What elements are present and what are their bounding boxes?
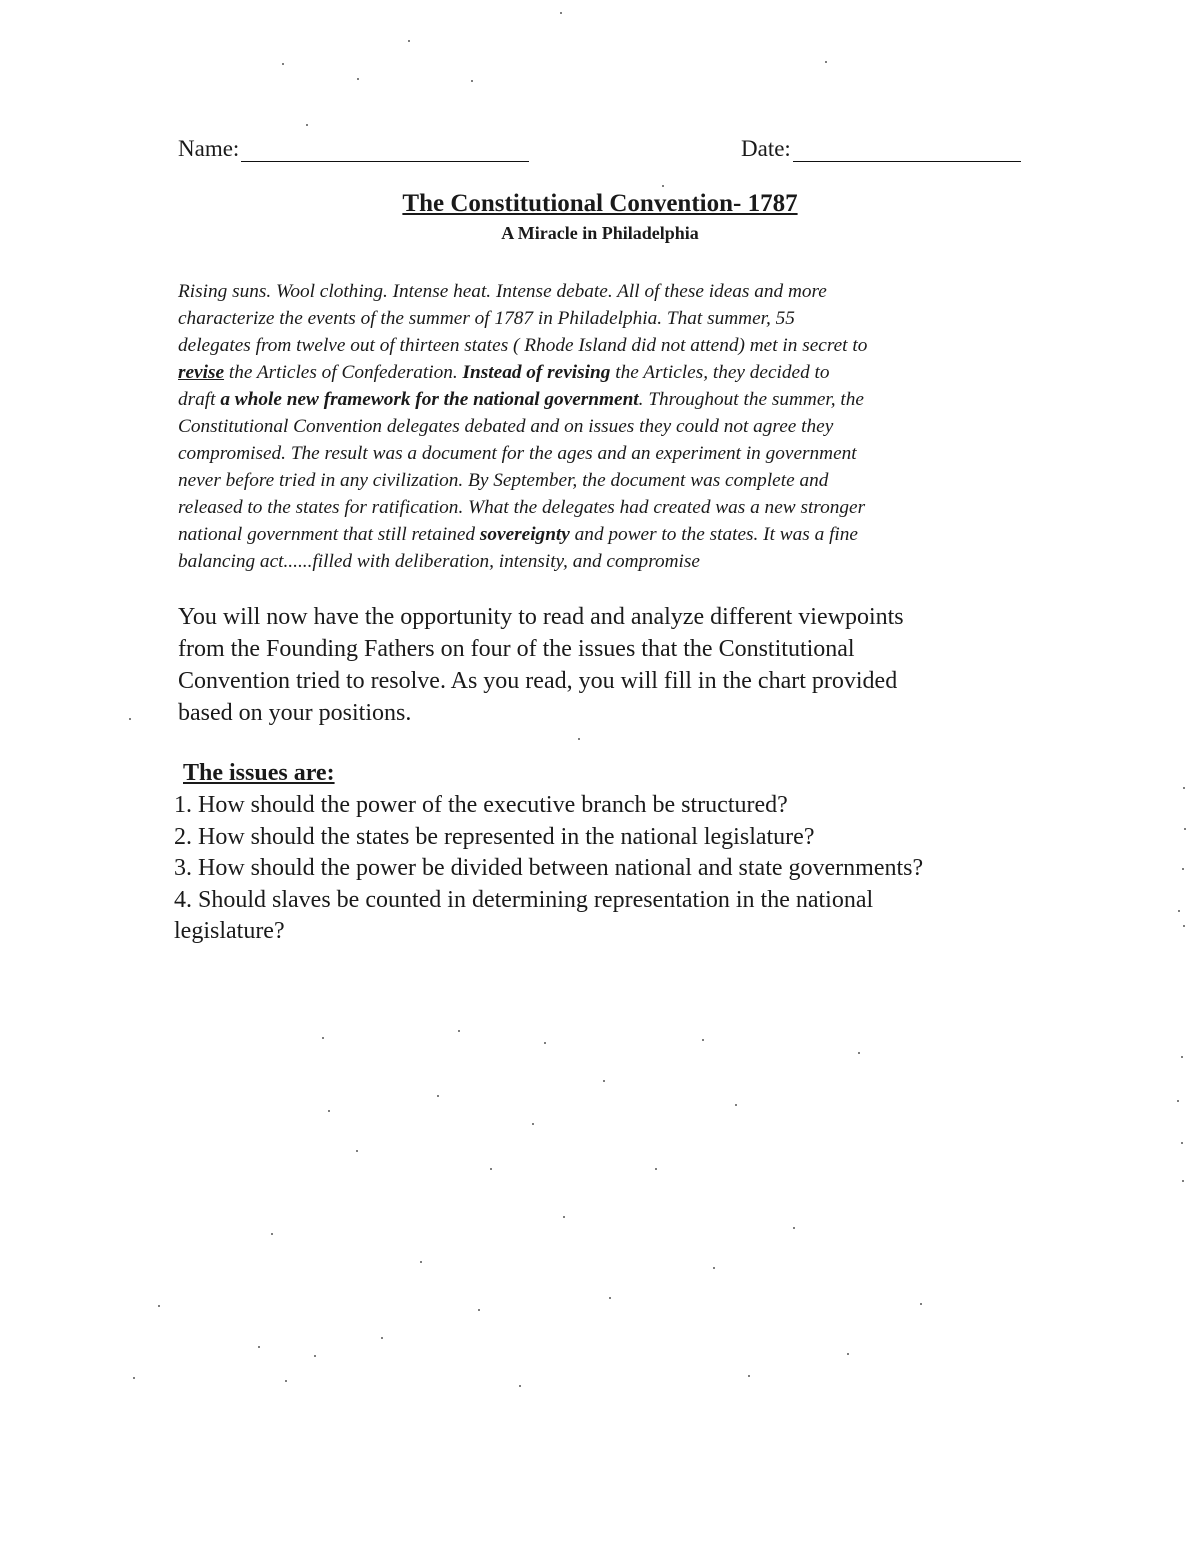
issue-item: 1. How should the power of the executive branch be structured? xyxy=(174,792,788,818)
intro-line: compromised. The result was a document for the ages and an experiment in government xyxy=(178,443,857,464)
intro-line: revise the Articles of Confederation. Instead of revising the Articles, they decided to xyxy=(178,362,830,383)
task-line: You will now have the opportunity to read and analyze different viewpoints xyxy=(178,604,904,630)
revise-word: revise xyxy=(178,362,225,383)
task-line: based on your positions. xyxy=(178,700,412,726)
intro-line: delegates from twelve out of thirteen states ( Rhode Island did not attend) met in secret to xyxy=(178,335,868,356)
issue-item: 4. Should slaves be counted in determining representation in the national xyxy=(174,886,874,913)
issue-item: 3. How should the power be divided between national and state governments? xyxy=(174,855,924,881)
framework-phrase: a whole new framework for the national government xyxy=(220,389,639,410)
task-line: from the Founding Fathers on four of the issues that the Constitutional xyxy=(178,636,855,662)
intro-line: Rising suns. Wool clothing. Intense heat. Intense debate. All of these ideas and more xyxy=(178,281,827,302)
issue-item: 2. How should the states be represented in the national legislature? xyxy=(174,823,815,850)
intro-line: released to the states for ratification. What the delegates had created was a new stronger xyxy=(178,497,866,518)
date-blank-line[interactable] xyxy=(793,139,1021,162)
issue-item: legislature? xyxy=(174,918,285,944)
intro-line: never before tried in any civilization. By September, the document was complete and xyxy=(178,470,829,491)
name-field xyxy=(178,136,529,162)
intro-paragraph xyxy=(178,278,1028,575)
page-title: The Constitutional Convention- 1787 xyxy=(402,190,798,217)
issues-list xyxy=(174,790,1074,948)
intro-line: draft a whole new framework for the national government. Throughout the summer, the xyxy=(178,389,864,410)
intro-line: characterize the events of the summer of 1787 in Philadelphia. That summer, 55 xyxy=(178,308,795,329)
intro-line: Constitutional Convention delegates debated and on issues they could not agree they xyxy=(178,416,834,437)
page-subtitle: A Miracle in Philadelphia xyxy=(501,223,699,243)
intro-line: balancing act......filled with deliberation, intensity, and compromise xyxy=(178,551,700,572)
issues-heading: The issues are: xyxy=(183,760,335,786)
name-blank-line[interactable] xyxy=(241,139,529,162)
sovereignty-word: sovereignty xyxy=(479,524,570,545)
name-label: Name: xyxy=(178,136,240,161)
date-label: Date: xyxy=(741,136,791,161)
intro-line: national government that still retained sovereignty and power to the states. It was a fine xyxy=(178,524,858,545)
task-line: Convention tried to resolve. As you read, you will fill in the chart provided xyxy=(178,668,898,694)
task-instructions xyxy=(178,601,1058,729)
date-field xyxy=(741,136,1021,162)
